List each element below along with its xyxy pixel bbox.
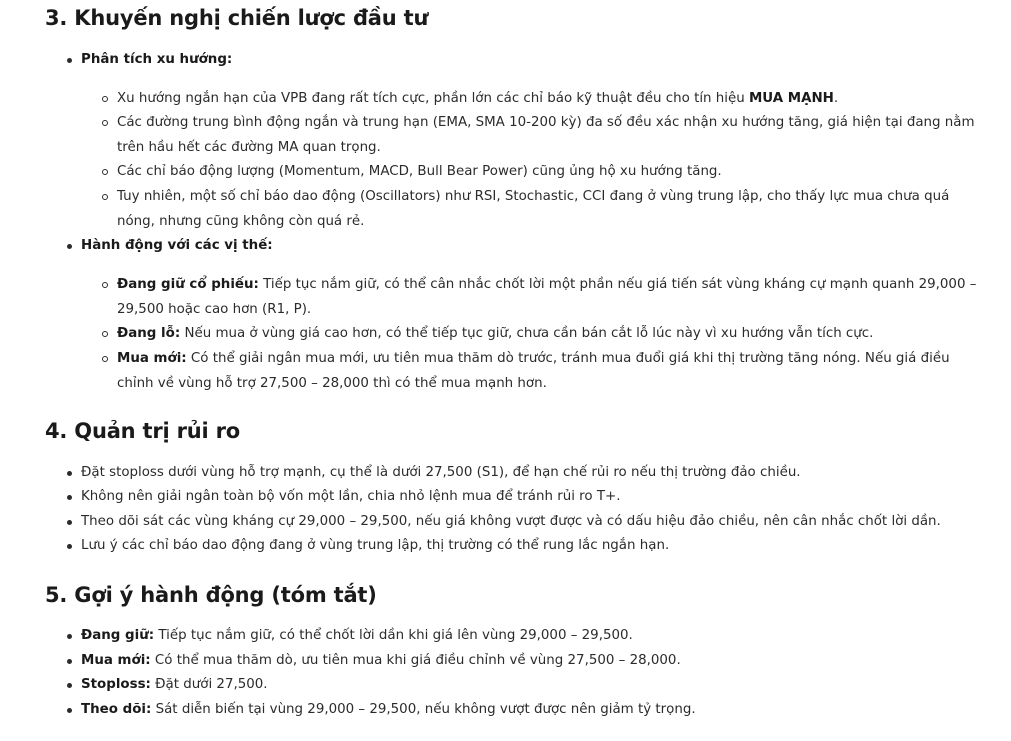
section-4-heading: 4. Quản trị rủi ro: [45, 419, 241, 443]
analysis-item-4: Tuy nhiên, một số chỉ báo dao động (Oscillators) như RSI, Stochastic, CCI đang ở vùng trung lập, cho thấy lực mua chưa quá nóng, nhưng cũng không còn quá rẻ.: [117, 189, 950, 229]
bullet-dot: [67, 708, 72, 713]
section-3-heading: 3. Khuyến nghị chiến lược đầu tư: [45, 6, 429, 30]
risk-item-3: Theo dõi sát các vùng kháng cự 29,000 – 29,500, nếu giá không vượt được và có dấu hiệu đảo chiều, nên cân nhắc chốt lời dần.: [81, 514, 941, 529]
bullet-dot: [67, 520, 72, 525]
action-item-loss: Đang lỗ: Nếu mua ở vùng giá cao hơn, có thể tiếp tục giữ, chưa cần bán cắt lỗ lúc này vì xu hướng vẫn tích cực.: [117, 326, 874, 341]
bullet-dot: [67, 659, 72, 664]
summary-item-holding: Đang giữ: Tiếp tục nắm giữ, có thể chốt lời dần khi giá lên vùng 29,000 – 29,500.: [81, 628, 633, 643]
sub-bullet-circle: [102, 96, 108, 102]
summary-item-stoploss: Stoploss: Đặt dưới 27,500.: [81, 677, 268, 692]
bullet-dot: [67, 544, 72, 549]
sub-bullet-circle: [102, 169, 108, 175]
actions-label: Hành động với các vị thế:: [81, 238, 273, 253]
summary-item-new-buy: Mua mới: Có thể mua thăm dò, ưu tiên mua khi giá điều chỉnh về vùng 27,500 – 28,000.: [81, 653, 681, 668]
risk-item-4: Lưu ý các chỉ báo dao động đang ở vùng trung lập, thị trường có thể rung lắc ngắn hạn.: [81, 538, 670, 553]
analysis-item-1: Xu hướng ngắn hạn của VPB đang rất tích cực, phần lớn các chỉ báo kỹ thuật đều cho tín hiệu MUA MẠNH.: [117, 91, 839, 106]
summary-item-monitor: Theo dõi: Sát diễn biến tại vùng 29,000 – 29,500, nếu không vượt được nên giảm tỷ trọng.: [81, 702, 696, 717]
bullet-dot: [67, 58, 72, 63]
section-5-heading: 5. Gợi ý hành động (tóm tắt): [45, 583, 377, 607]
sub-bullet-circle: [102, 282, 108, 288]
risk-item-2: Không nên giải ngân toàn bộ vốn một lần, chia nhỏ lệnh mua để tránh rủi ro T+.: [81, 489, 621, 504]
sub-bullet-circle: [102, 356, 108, 362]
action-item-holding: Đang giữ cổ phiếu: Tiếp tục nắm giữ, có thể cân nhắc chốt lời một phần nếu giá tiến sát vùng kháng cự mạnh quanh 29,000 – 29,500 hoặc cao hơn (R1, P).: [117, 277, 977, 317]
bullet-dot: [67, 634, 72, 639]
analysis-item-2: Các đường trung bình động ngắn và trung hạn (EMA, SMA 10-200 kỳ) đa số đều xác nhận xu hướng tăng, giá hiện tại đang nằm trên hầu hết các đường MA quan trọng.: [117, 115, 975, 155]
sub-bullet-circle: [102, 120, 108, 126]
analysis-item-3: Các chỉ báo động lượng (Momentum, MACD, Bull Bear Power) cũng ủng hộ xu hướng tăng.: [117, 164, 722, 179]
bullet-dot: [67, 471, 72, 476]
bullet-dot: [67, 495, 72, 500]
bullet-dot: [67, 244, 72, 249]
bullet-dot: [67, 683, 72, 688]
action-item-new-buy: Mua mới: Có thể giải ngân mua mới, ưu tiên mua thăm dò trước, tránh mua đuổi giá khi thị trường tăng nóng. Nếu giá điều chỉnh về vùng hỗ trợ 27,500 – 28,000 thì có thể mua mạnh hơn.: [117, 351, 950, 391]
sub-bullet-circle: [102, 194, 108, 200]
risk-item-1: Đặt stoploss dưới vùng hỗ trợ mạnh, cụ thể là dưới 27,500 (S1), để hạn chế rủi ro nếu thị trường đảo chiều.: [81, 465, 801, 480]
sub-bullet-circle: [102, 331, 108, 337]
analysis-label: Phân tích xu hướng:: [81, 52, 233, 67]
